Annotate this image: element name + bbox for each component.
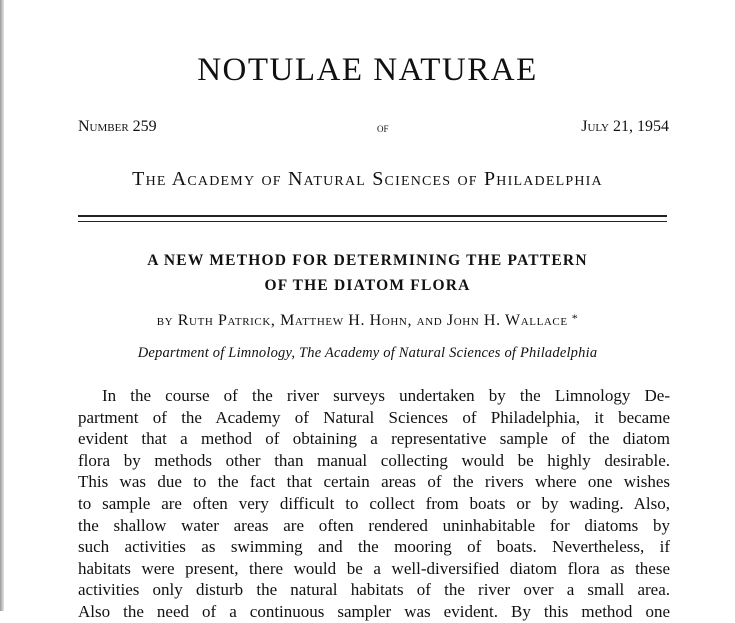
body-line: to sample are often very difficult to collect from boats or by wading. Also, xyxy=(78,493,670,513)
issue-line xyxy=(78,118,669,140)
body-line: the shallow water areas are often rendered uninhabitable for diatoms by xyxy=(78,515,670,535)
body-line: habitats were present, there would be a well-diversified diatom flora as these xyxy=(78,558,670,578)
body-paragraph xyxy=(78,385,670,623)
article-title-line-1: A NEW METHOD FOR DETERMINING THE PATTERN xyxy=(147,252,588,269)
article-title xyxy=(0,248,735,298)
article-title-line-2: OF THE DIATOM FLORA xyxy=(264,277,471,294)
double-rule-divider xyxy=(78,215,667,222)
body-line: In the course of the river surveys undertaken by the Limnology De- xyxy=(102,386,670,405)
author-footnote-mark: * xyxy=(571,311,579,325)
journal-title: NOTULAE NATURAE xyxy=(197,52,538,88)
issue-number: Number 259 xyxy=(78,118,157,135)
page-edge-shadow xyxy=(0,0,4,611)
body-line: Also the need of a continuous sampler was evident. By this method one xyxy=(78,601,670,621)
publisher-name: The Academy of Natural Sciences of Philadelphia xyxy=(132,168,603,190)
issue-of: of xyxy=(377,120,389,135)
author-names: by Ruth Patrick, Matthew H. Hohn, and John H. Wallace xyxy=(156,312,568,329)
issue-date: July 21, 1954 xyxy=(581,118,669,135)
affiliation: Department of Limnology, The Academy of Natural Sciences of Philadelphia xyxy=(137,345,598,361)
body-line: flora by methods other than manual collecting would be highly desirable. xyxy=(78,450,670,470)
body-line: evident that a method of obtaining a representative sample of the diatom xyxy=(78,429,670,449)
body-line: activities only disturb the natural habitats of the river over a small area. xyxy=(78,580,670,600)
body-line: such activities as swimming and the mooring of boats. Nevertheless, if xyxy=(78,537,670,557)
body-line: partment of the Academy of Natural Sciences of Philadelphia, it became xyxy=(78,407,670,427)
author-line xyxy=(0,311,735,330)
body-line: This was due to the fact that certain areas of the rivers where one wishes xyxy=(78,472,670,492)
